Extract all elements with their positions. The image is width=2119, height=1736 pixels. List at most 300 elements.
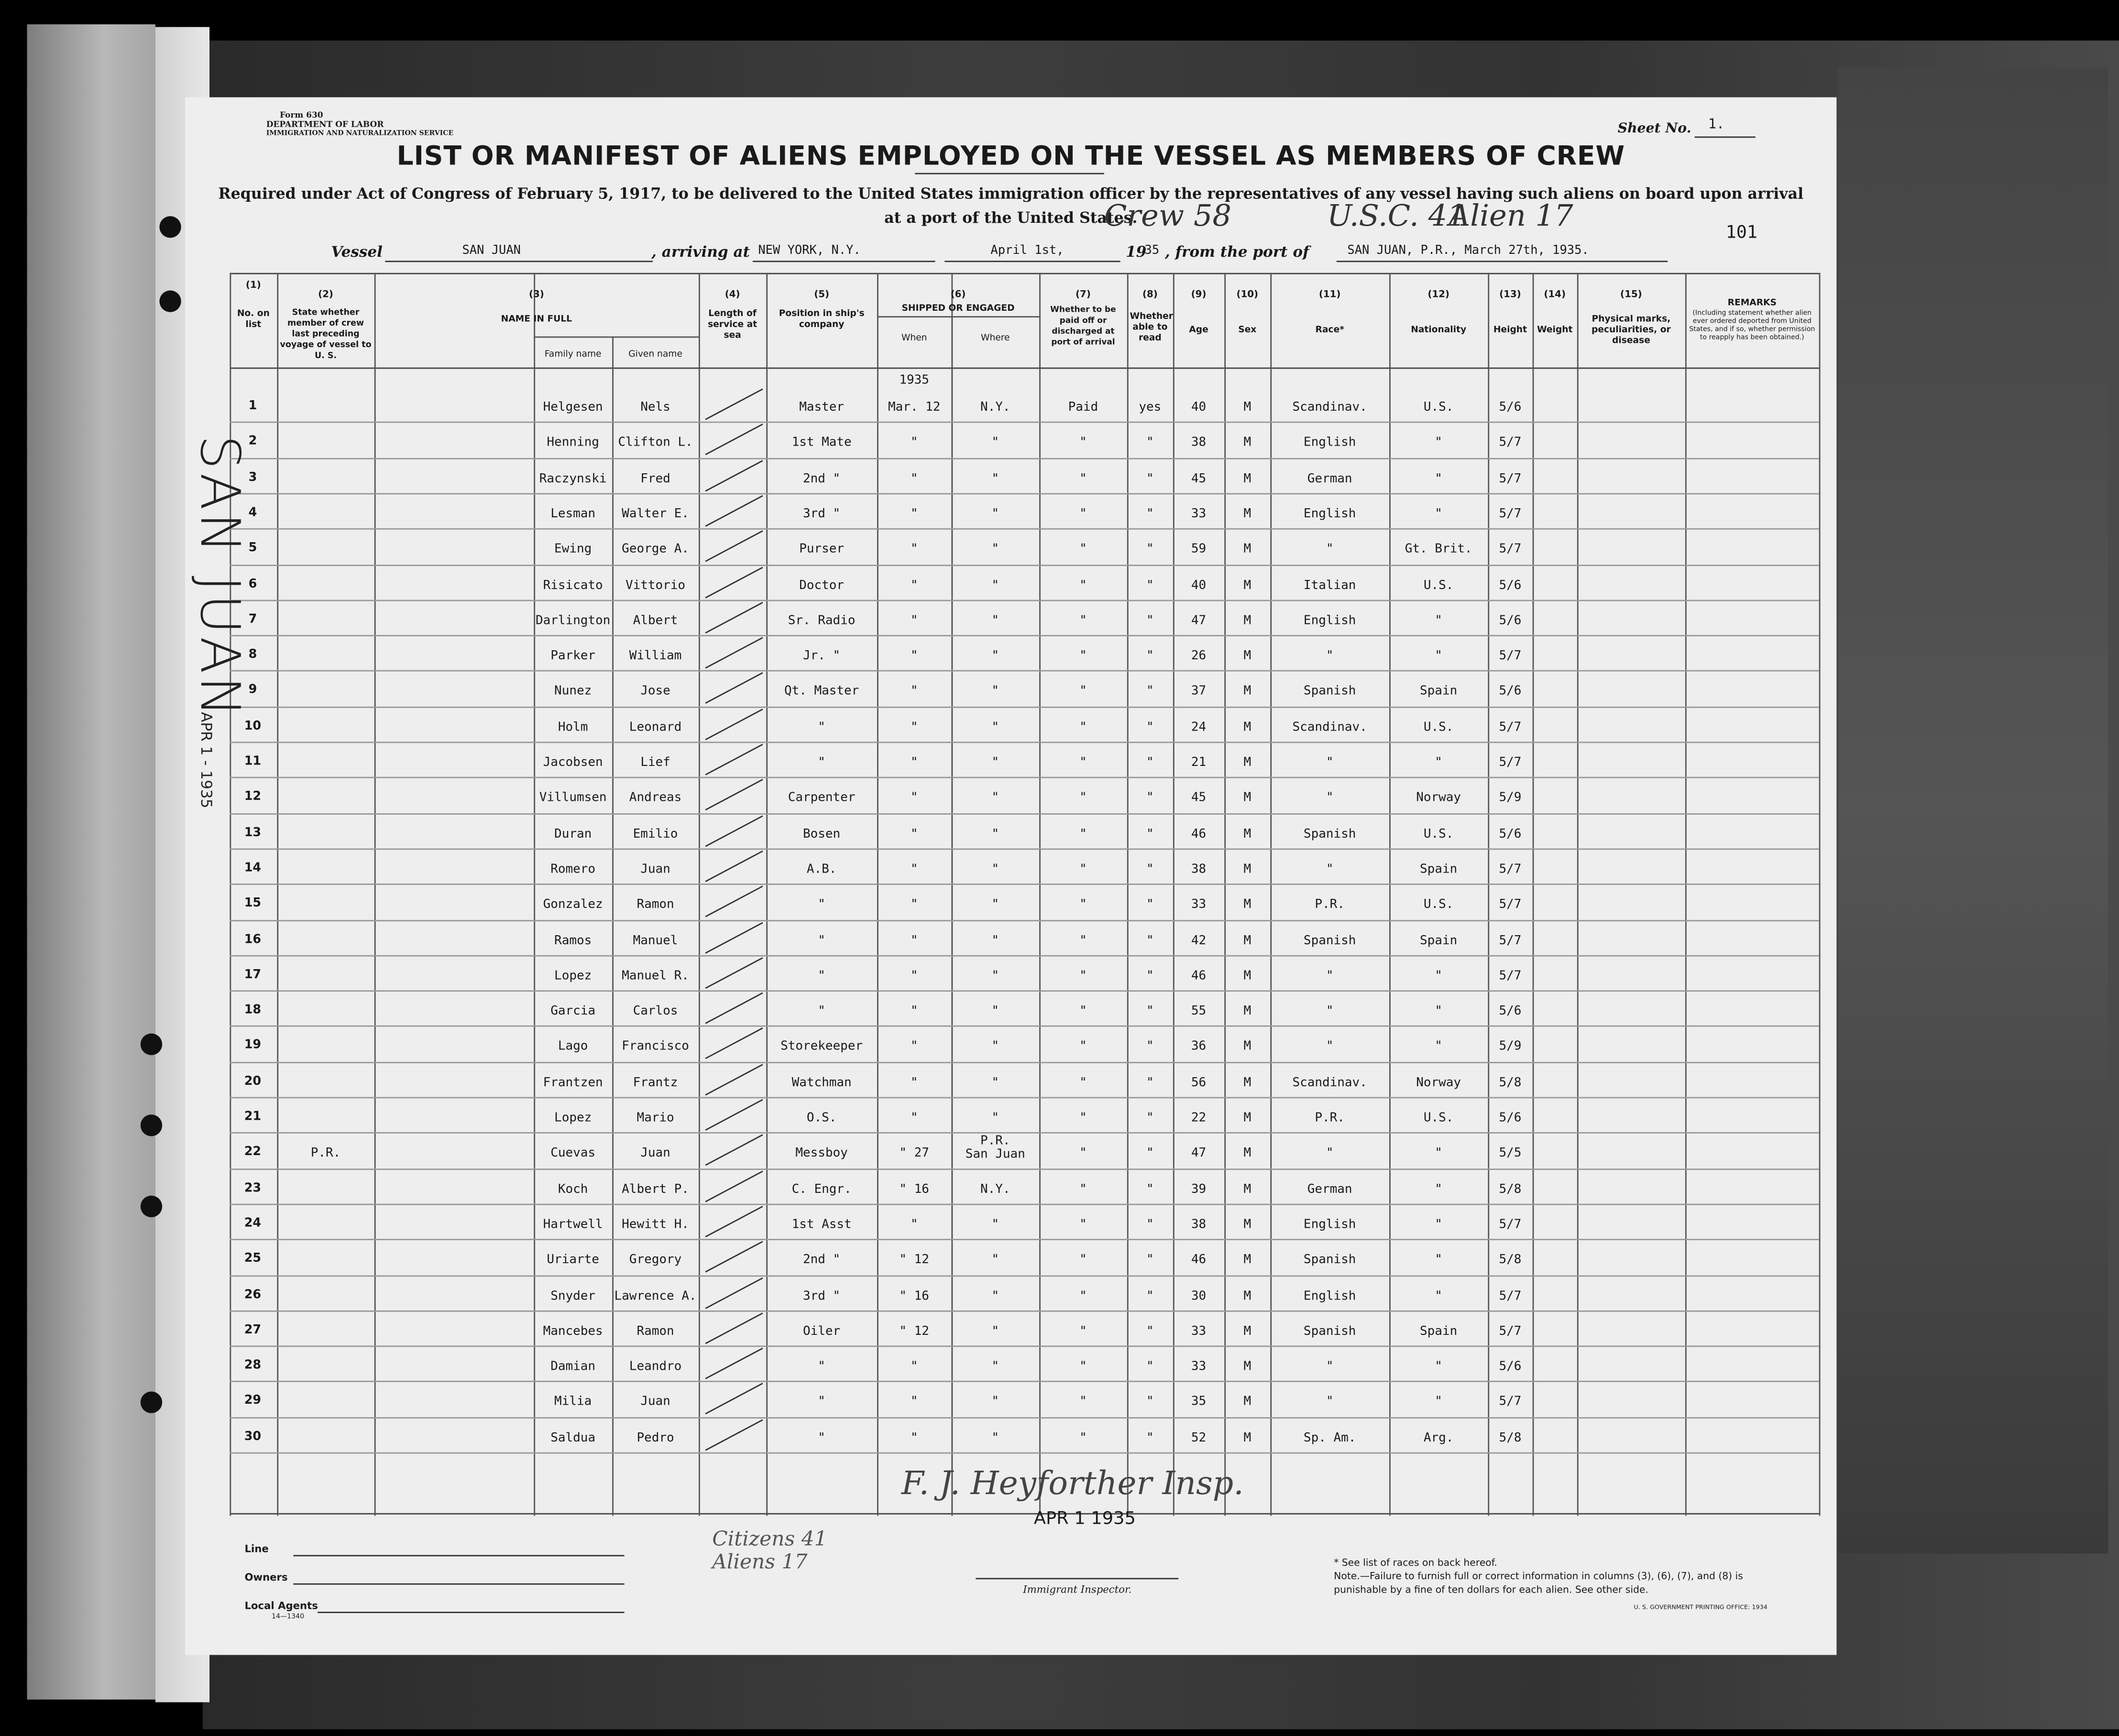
cell-family: Lopez bbox=[554, 1110, 592, 1125]
cell-position: 1st Mate bbox=[791, 435, 852, 450]
header-rule bbox=[230, 368, 1819, 369]
cell-when: " 27 bbox=[899, 1146, 929, 1161]
cell-where: " bbox=[991, 755, 999, 770]
cell-read: " bbox=[1146, 897, 1154, 912]
cell-sex: M bbox=[1243, 1181, 1252, 1197]
cell-given: Leonard bbox=[629, 720, 682, 735]
cell-race: English bbox=[1303, 1288, 1356, 1303]
cell-sex: M bbox=[1243, 1359, 1252, 1375]
cell-when: " bbox=[910, 933, 918, 948]
binder-hole bbox=[141, 1114, 162, 1136]
cell-height: 5/6 bbox=[1499, 684, 1522, 699]
row-rule bbox=[230, 919, 1819, 921]
cell-read: " bbox=[1146, 1252, 1154, 1268]
cell-age: 33 bbox=[1191, 897, 1207, 912]
cell-age: 21 bbox=[1191, 755, 1207, 770]
cell-given: William bbox=[629, 648, 682, 664]
row-number: 13 bbox=[244, 826, 262, 840]
row-rule bbox=[230, 422, 1819, 423]
row-number: 17 bbox=[244, 968, 262, 982]
row-rule bbox=[230, 1239, 1819, 1241]
colnum-13: (13) bbox=[1499, 289, 1521, 300]
cell-nationality: Gt. Brit. bbox=[1405, 542, 1472, 557]
line-underline bbox=[293, 1555, 624, 1556]
cell-age: 38 bbox=[1191, 435, 1207, 450]
colnum-5: (5) bbox=[814, 289, 830, 300]
cell-family: Koch bbox=[558, 1181, 588, 1197]
cell-sex: M bbox=[1243, 720, 1252, 735]
cell-nationality: " bbox=[1435, 1146, 1442, 1161]
cell-when: " bbox=[910, 862, 918, 877]
footer-code: 14—1340 bbox=[272, 1613, 305, 1621]
cell-nationality: " bbox=[1435, 1252, 1442, 1268]
cell-given: Emilio bbox=[633, 826, 678, 841]
cell-height: 5/7 bbox=[1499, 720, 1522, 735]
cell-race: " bbox=[1326, 1395, 1334, 1410]
row-number: 8 bbox=[248, 648, 257, 662]
service-tick-mark bbox=[705, 637, 763, 669]
cell-sex: M bbox=[1243, 471, 1252, 486]
service-tick-mark bbox=[705, 1241, 763, 1273]
cell-family: Nunez bbox=[554, 684, 592, 699]
cell-age: 46 bbox=[1191, 968, 1207, 983]
cell-position: " bbox=[818, 755, 825, 770]
cell-nationality: " bbox=[1435, 435, 1442, 450]
cell-given: Juan bbox=[640, 862, 670, 877]
cell-read: " bbox=[1146, 1395, 1154, 1410]
cell-position: Carpenter bbox=[788, 790, 856, 806]
cell-age: 55 bbox=[1191, 1004, 1207, 1019]
colnum-8: (8) bbox=[1142, 289, 1158, 300]
service-tick-mark bbox=[705, 566, 763, 598]
cell-paid: " bbox=[1079, 1252, 1087, 1268]
cell-read: yes bbox=[1139, 400, 1162, 415]
cell-family: Romero bbox=[550, 862, 596, 877]
cell-when: " bbox=[910, 435, 918, 450]
cell-race: Spanish bbox=[1303, 933, 1356, 948]
cell-paid: " bbox=[1079, 506, 1087, 522]
form-service: IMMIGRATION AND NATURALIZATION SERVICE bbox=[266, 130, 454, 138]
cell-where: " bbox=[991, 542, 999, 557]
cell-height: 5/6 bbox=[1499, 577, 1522, 593]
cell-paid: " bbox=[1079, 577, 1087, 593]
cell-sex: M bbox=[1243, 1039, 1252, 1055]
cell-paid: " bbox=[1079, 613, 1087, 628]
cell-given: Vittorio bbox=[625, 577, 686, 593]
table-bottom-rule bbox=[230, 1513, 1819, 1515]
cell-age: 47 bbox=[1191, 613, 1207, 628]
cell-race: English bbox=[1303, 1217, 1356, 1232]
cell-race: " bbox=[1326, 648, 1334, 664]
cell-position: 2nd " bbox=[803, 471, 841, 486]
cell-family: Parker bbox=[550, 648, 596, 664]
sheet-label: Sheet No. bbox=[1617, 121, 1691, 137]
cell-given: Lawrence A. bbox=[614, 1288, 697, 1303]
row-number: 11 bbox=[244, 755, 262, 769]
cell-nationality: " bbox=[1435, 1217, 1442, 1232]
cell-read: " bbox=[1146, 755, 1154, 770]
cell-nationality: " bbox=[1435, 1359, 1442, 1375]
cell-position: " bbox=[818, 1395, 825, 1410]
cell-paid: " bbox=[1079, 1359, 1087, 1375]
cell-position: Doctor bbox=[799, 577, 845, 593]
cell-sex: M bbox=[1243, 1395, 1252, 1410]
arrival-date: April 1st, bbox=[990, 244, 1064, 258]
cell-position: Storekeeper bbox=[780, 1039, 863, 1055]
cell-position: Master bbox=[799, 400, 845, 415]
cell-race: Spanish bbox=[1303, 826, 1356, 841]
cell-sex: M bbox=[1243, 506, 1252, 522]
cell-race: P.R. bbox=[1315, 1110, 1345, 1125]
cell-height: 5/7 bbox=[1499, 1323, 1522, 1339]
hdr-remarks-title: REMARKS bbox=[1727, 297, 1777, 308]
cell-height: 5/6 bbox=[1499, 1359, 1522, 1375]
cell-given: Clifton L. bbox=[618, 435, 693, 450]
cell-height: 5/7 bbox=[1499, 648, 1522, 664]
cell-nationality: " bbox=[1435, 755, 1442, 770]
cell-race: English bbox=[1303, 435, 1356, 450]
side-stamp-ship: SAN JUAN bbox=[187, 435, 250, 720]
cell-family: Lesman bbox=[550, 506, 596, 522]
cell-height: 5/6 bbox=[1499, 613, 1522, 628]
cell-age: 33 bbox=[1191, 1323, 1207, 1339]
row-rule bbox=[230, 955, 1819, 956]
col-rule bbox=[1533, 273, 1534, 1516]
row-rule bbox=[230, 671, 1819, 672]
row-number: 3 bbox=[248, 471, 257, 485]
cell-read: " bbox=[1146, 506, 1154, 522]
cell-height: 5/7 bbox=[1499, 1288, 1522, 1303]
vessel-underline bbox=[385, 261, 653, 262]
cell-nationality: U.S. bbox=[1423, 826, 1454, 841]
cell-given: Manuel R. bbox=[622, 968, 689, 983]
cell-when: " bbox=[910, 1039, 918, 1055]
row-rule bbox=[230, 1203, 1819, 1205]
cell-position: 3rd " bbox=[803, 1288, 841, 1303]
cell-age: 47 bbox=[1191, 1146, 1207, 1161]
cell-when: " bbox=[910, 1359, 918, 1375]
footer-agents-label: Local Agents bbox=[244, 1599, 318, 1612]
cell-height: 5/6 bbox=[1499, 1110, 1522, 1125]
service-tick-mark bbox=[705, 1028, 763, 1059]
cell-position: O.S. bbox=[806, 1110, 837, 1125]
cell-race: " bbox=[1326, 542, 1334, 557]
cell-nationality: " bbox=[1435, 968, 1442, 983]
cell-where: " bbox=[991, 1288, 999, 1303]
cell-age: 46 bbox=[1191, 1252, 1207, 1268]
cell-height: 5/7 bbox=[1499, 862, 1522, 877]
cell-age: 36 bbox=[1191, 1039, 1207, 1055]
cell-nationality: U.S. bbox=[1423, 720, 1454, 735]
cell-sex: M bbox=[1243, 435, 1252, 450]
cell-family: Hartwell bbox=[543, 1217, 603, 1232]
cell-paid: " bbox=[1079, 933, 1087, 948]
cell-family: Lopez bbox=[554, 968, 592, 983]
hdr-no-on-list: No. on list bbox=[237, 308, 270, 330]
race-note: * See list of races on back hereof. bbox=[1334, 1556, 1497, 1569]
cell-when: " bbox=[910, 790, 918, 806]
cell-read: " bbox=[1146, 1039, 1154, 1055]
cell-position: " bbox=[818, 1359, 825, 1375]
hdr-position: Position in ship's company bbox=[779, 308, 865, 330]
cell-where: " bbox=[991, 1039, 999, 1055]
cell-height: 5/8 bbox=[1499, 1430, 1522, 1445]
cell-height: 5/7 bbox=[1499, 506, 1522, 522]
row-rule bbox=[230, 991, 1819, 992]
cell-sex: M bbox=[1243, 684, 1252, 699]
cell-height: 5/7 bbox=[1499, 1395, 1522, 1410]
cell-height: 5/7 bbox=[1499, 897, 1522, 912]
cell-when: Mar. 12 bbox=[888, 400, 941, 415]
cell-when: " bbox=[910, 1004, 918, 1019]
colnum-2: (2) bbox=[318, 289, 333, 300]
service-tick-mark bbox=[705, 708, 763, 740]
cell-given: Hewitt H. bbox=[622, 1217, 689, 1232]
cell-family: Henning bbox=[547, 435, 599, 450]
cell-nationality: " bbox=[1435, 1288, 1442, 1303]
form-department: DEPARTMENT OF LABOR bbox=[266, 120, 384, 130]
colnum-15: (15) bbox=[1620, 289, 1642, 300]
cell-age: 40 bbox=[1191, 577, 1207, 593]
hdr-family-name: Family name bbox=[544, 349, 602, 360]
cell-paid: " bbox=[1079, 1395, 1087, 1410]
cell-when: " bbox=[910, 471, 918, 486]
vessel-name: SAN JUAN bbox=[462, 244, 521, 258]
cell-given: Jose bbox=[640, 684, 670, 699]
cell-read: " bbox=[1146, 862, 1154, 877]
cell-sex: M bbox=[1243, 1217, 1252, 1232]
underlying-page bbox=[1838, 67, 2108, 1553]
service-tick-mark bbox=[705, 957, 763, 989]
cell-read: " bbox=[1146, 471, 1154, 486]
cell-given: Juan bbox=[640, 1146, 670, 1161]
cell-where: " bbox=[991, 684, 999, 699]
service-tick-mark bbox=[705, 459, 763, 491]
cell-age: 38 bbox=[1191, 1217, 1207, 1232]
cell-read: " bbox=[1146, 1323, 1154, 1339]
cell-paid: " bbox=[1079, 1181, 1087, 1197]
cell-paid: " bbox=[1079, 684, 1087, 699]
cell-height: 5/7 bbox=[1499, 471, 1522, 486]
cell-where: " bbox=[991, 1323, 999, 1339]
hdr-paid-off: Whether to be paid off or discharged at port of arrival bbox=[1050, 305, 1116, 348]
cell-given: Fred bbox=[640, 471, 670, 486]
agents-underline bbox=[318, 1612, 624, 1613]
cell-race: Scandinav. bbox=[1292, 1075, 1367, 1090]
cell-given: Frantz bbox=[633, 1075, 678, 1090]
footer-line-label: Line bbox=[244, 1542, 269, 1555]
hdr-state-whether: State whether member of crew last preceding voyage of vessel to U. S. bbox=[280, 308, 372, 361]
cell-position: " bbox=[818, 968, 825, 983]
cell-height: 5/7 bbox=[1499, 968, 1522, 983]
cell-age: 22 bbox=[1191, 1110, 1207, 1125]
handwritten-alien: Alien 17 bbox=[1449, 200, 1573, 234]
cell-nationality: " bbox=[1435, 648, 1442, 664]
cell-nationality: Arg. bbox=[1423, 1430, 1454, 1445]
cell-when: " bbox=[910, 897, 918, 912]
cell-paid: " bbox=[1079, 1288, 1087, 1303]
row-number: 18 bbox=[244, 1004, 262, 1018]
colnum-3: (3) bbox=[528, 289, 544, 300]
cell-where: " bbox=[991, 790, 999, 806]
cell-age: 38 bbox=[1191, 862, 1207, 877]
cell-when: " 16 bbox=[899, 1288, 929, 1303]
cell-race: Spanish bbox=[1303, 1323, 1356, 1339]
cell-race: " bbox=[1326, 1359, 1334, 1375]
cell-race: English bbox=[1303, 613, 1356, 628]
cell-family: Duran bbox=[554, 826, 592, 841]
year-label: 1935 bbox=[899, 372, 929, 388]
cell-race: German bbox=[1307, 471, 1352, 486]
cell-read: " bbox=[1146, 1359, 1154, 1375]
cell-given: Mario bbox=[637, 1110, 674, 1125]
row-rule bbox=[230, 813, 1819, 814]
manifest-page bbox=[185, 97, 1836, 1655]
side-stamp-date: APR 1 - 1935 bbox=[197, 712, 215, 808]
cell-position: " bbox=[818, 897, 825, 912]
arriving-label: , arriving at bbox=[651, 243, 750, 261]
cell-given: Carlos bbox=[633, 1004, 678, 1019]
cell-paid: " bbox=[1079, 1323, 1087, 1339]
row-rule bbox=[230, 848, 1819, 850]
cell-when: " bbox=[910, 1075, 918, 1090]
cell-given: Andreas bbox=[629, 790, 682, 806]
cell-nationality: U.S. bbox=[1423, 577, 1454, 593]
hdr-nationality: Nationality bbox=[1411, 324, 1467, 335]
cell-height: 5/7 bbox=[1499, 1217, 1522, 1232]
cell-race: Sp. Am. bbox=[1303, 1430, 1356, 1445]
cell-given: Albert P. bbox=[622, 1181, 689, 1197]
service-tick-mark bbox=[705, 1099, 763, 1131]
cell-height: 5/6 bbox=[1499, 826, 1522, 841]
row-rule bbox=[230, 458, 1819, 459]
row-number: 7 bbox=[248, 613, 257, 627]
cell-family: Snyder bbox=[550, 1288, 596, 1303]
service-tick-mark bbox=[705, 673, 763, 704]
cell-when: " bbox=[910, 1217, 918, 1232]
cell-given: Lief bbox=[640, 755, 670, 770]
row-number: 22 bbox=[244, 1146, 262, 1160]
service-tick-mark bbox=[705, 601, 763, 633]
cell-paid: " bbox=[1079, 1217, 1087, 1232]
cell-race: " bbox=[1326, 1039, 1334, 1055]
row-number: 27 bbox=[244, 1323, 262, 1337]
colnum-12: (12) bbox=[1427, 289, 1449, 300]
cell-sex: M bbox=[1243, 400, 1252, 415]
cell-read: " bbox=[1146, 1075, 1154, 1090]
colnum-4: (4) bbox=[725, 289, 740, 300]
row-rule bbox=[230, 742, 1819, 743]
hdr-race: Race* bbox=[1315, 324, 1344, 335]
row-rule bbox=[230, 1452, 1819, 1454]
cell-given: Nels bbox=[640, 400, 670, 415]
cell-where: " bbox=[991, 826, 999, 841]
service-tick-mark bbox=[705, 1348, 763, 1379]
cell-height: 5/7 bbox=[1499, 435, 1522, 450]
cell-position: Qt. Master bbox=[784, 684, 859, 699]
cell-when: " bbox=[910, 968, 918, 983]
col-rule bbox=[1685, 273, 1687, 1516]
cell-read: " bbox=[1146, 684, 1154, 699]
service-tick-mark bbox=[705, 886, 763, 917]
row-rule bbox=[230, 706, 1819, 708]
cell-position: Messboy bbox=[795, 1146, 848, 1161]
tally-aliens: Aliens 17 bbox=[712, 1550, 808, 1574]
cell-race: " bbox=[1326, 1146, 1334, 1161]
cell-read: " bbox=[1146, 613, 1154, 628]
service-tick-mark bbox=[705, 1206, 763, 1237]
cell-height: 5/7 bbox=[1499, 933, 1522, 948]
cell-age: 30 bbox=[1191, 1288, 1207, 1303]
cell-paid: " bbox=[1079, 1039, 1087, 1055]
row-rule bbox=[230, 493, 1819, 494]
row-number: 20 bbox=[244, 1075, 262, 1089]
cell-age: 33 bbox=[1191, 1359, 1207, 1375]
cell-when: " bbox=[910, 684, 918, 699]
cell-nationality: Spain bbox=[1420, 1323, 1458, 1339]
cell-position: Purser bbox=[799, 542, 845, 557]
from-label: , from the port of bbox=[1164, 243, 1309, 261]
colnum-6: (6) bbox=[950, 289, 966, 300]
cell-nationality: Spain bbox=[1420, 862, 1458, 877]
cell-family: Saldua bbox=[550, 1430, 596, 1445]
cell-family: Cuevas bbox=[550, 1146, 596, 1161]
cell-where: " bbox=[991, 648, 999, 664]
cell-position: Sr. Radio bbox=[788, 613, 856, 628]
row-number: 25 bbox=[244, 1252, 262, 1267]
cell-height: 5/6 bbox=[1499, 1004, 1522, 1019]
cell-race: " bbox=[1326, 1004, 1334, 1019]
col-rule bbox=[699, 273, 700, 1516]
col-rule bbox=[1819, 273, 1821, 1516]
hdr-shipped: SHIPPED OR ENGAGED bbox=[901, 302, 1015, 314]
tally-citizens: Citizens 41 bbox=[712, 1527, 827, 1551]
row-number: 24 bbox=[244, 1217, 262, 1231]
row-number: 29 bbox=[244, 1395, 262, 1408]
cell-given: Francisco bbox=[622, 1039, 689, 1055]
row-rule bbox=[230, 1381, 1819, 1383]
row-number: 6 bbox=[248, 577, 257, 591]
cell-position: Oiler bbox=[803, 1323, 841, 1339]
vessel-label: Vessel bbox=[331, 243, 383, 261]
cell-sex: M bbox=[1243, 933, 1252, 948]
cell-age: 56 bbox=[1191, 1075, 1207, 1090]
cell-paid: " bbox=[1079, 1430, 1087, 1445]
cell-when: " bbox=[910, 577, 918, 593]
cell-where: " bbox=[991, 862, 999, 877]
cell-paid: " bbox=[1079, 897, 1087, 912]
row-number: 30 bbox=[244, 1430, 262, 1444]
cell-where: " bbox=[991, 1430, 999, 1445]
cell-height: 5/7 bbox=[1499, 542, 1522, 557]
cell-when: " 16 bbox=[899, 1181, 929, 1197]
cell-where: " bbox=[991, 1217, 999, 1232]
cell-race: " bbox=[1326, 790, 1334, 806]
cell-family: Uriarte bbox=[547, 1252, 599, 1268]
cell-age: 42 bbox=[1191, 933, 1207, 948]
cell-sex: M bbox=[1243, 542, 1252, 557]
cell-family: Helgesen bbox=[543, 400, 603, 415]
cell-age: 39 bbox=[1191, 1181, 1207, 1197]
cell-position: Bosen bbox=[803, 826, 841, 841]
sheet-underline bbox=[1695, 136, 1756, 138]
hdr-able-read: Whether able to read bbox=[1130, 310, 1173, 343]
row-rule bbox=[230, 1168, 1819, 1169]
row-number: 9 bbox=[248, 684, 257, 698]
row-rule bbox=[230, 884, 1819, 885]
port-underline bbox=[753, 261, 935, 262]
cell-position: " bbox=[818, 1430, 825, 1445]
